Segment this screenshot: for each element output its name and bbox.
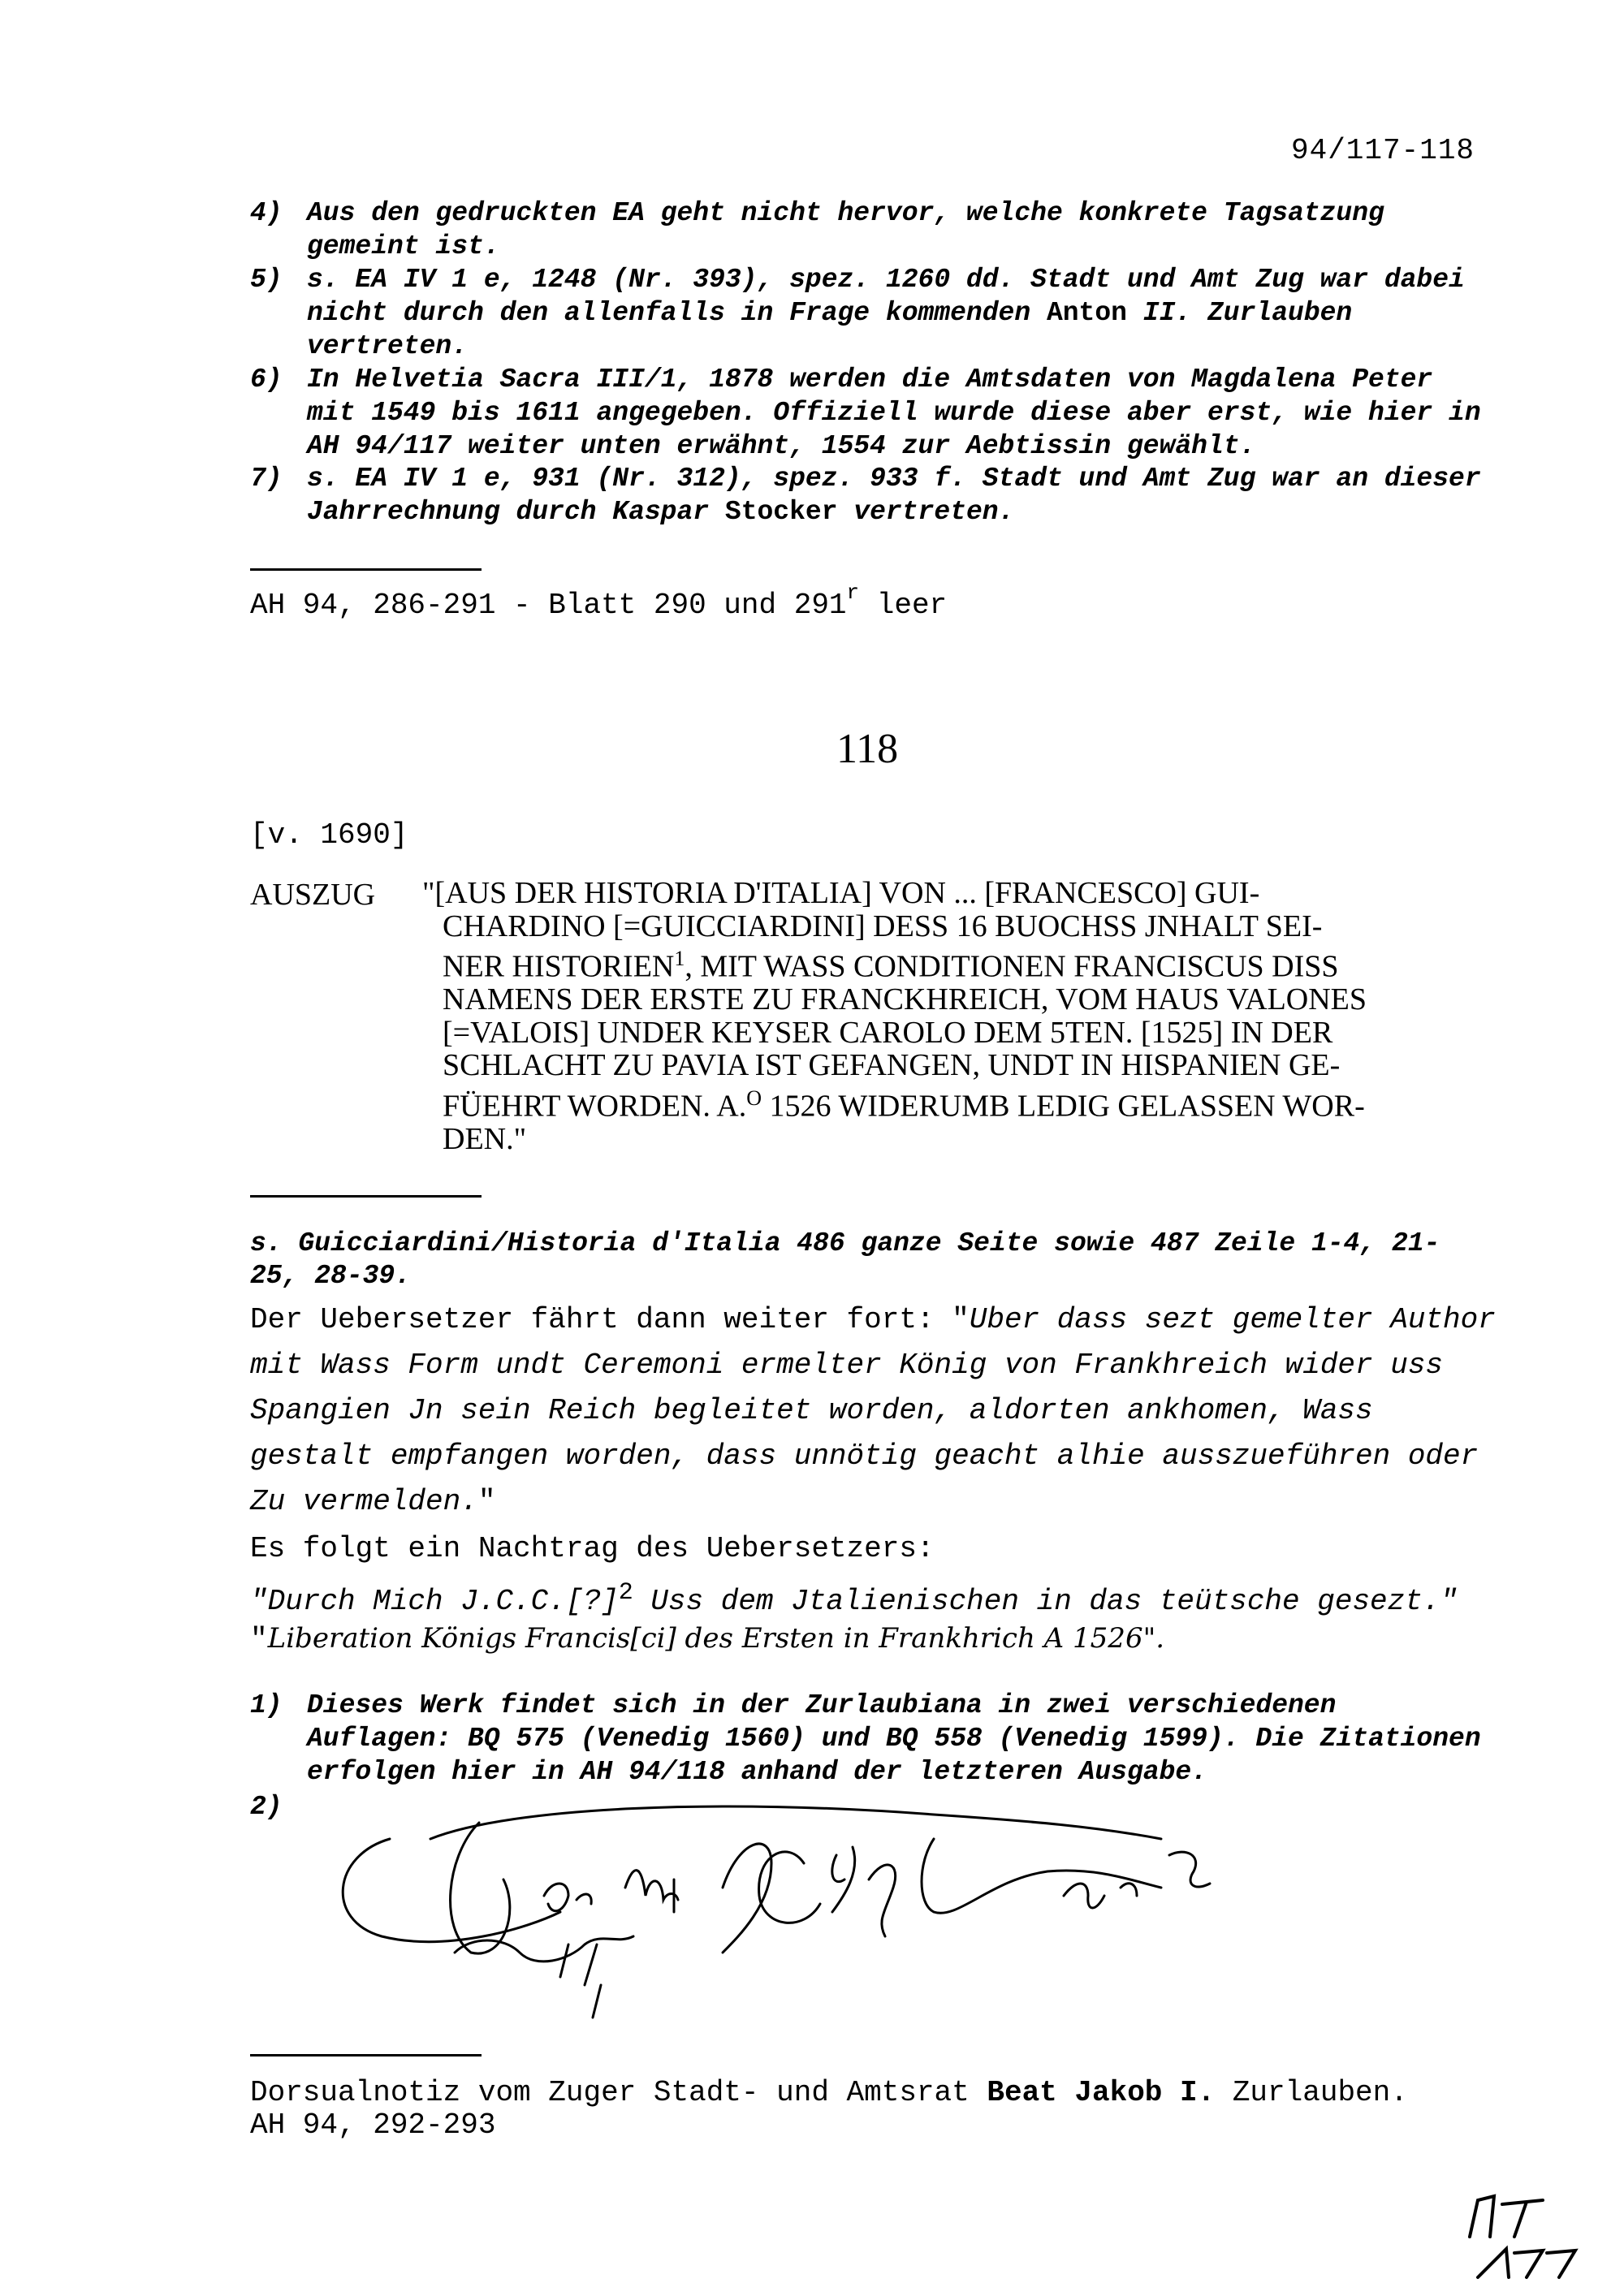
footnote-mark: 1 bbox=[674, 947, 685, 970]
separator-rule bbox=[250, 568, 482, 571]
separator-rule bbox=[250, 2054, 482, 2056]
auszug-title: "[AUS DER HISTORIA D'ITALIA] VON ... [FRANCESCO] GUI- CHARDINO [=GUICCIARDINI] DESS 16 BUOCHSS JNHALT SEI- NER HISTORIEN$^1$, MIT WASS CONDITIONEN FRANCISCUS DISS NAMENS DER ERSTE ZU FRANCKHREICH, VOM HAUS VALONES [=VALOIS] UNDER KEYSER CAROLO DEM 5TEN. [1525] IN DER SCHLACHT ZU PAVIA IST GEFANGEN, UNDT IN HISPANIEN GE- FÜEHRT WORDEN. A.$^O$ 1526 WIDERUMB LEDIG GELASSEN WOR- DEN." bbox=[422, 876, 1367, 1156]
dorsal-title: "Liberation Königs Francis[ci] des Ersten in Frankhrich A 1526". bbox=[250, 1622, 1165, 1656]
translator-paragraph: Der Uebersetzer fährt dann weiter fort: "Uber dass sezt gemelter Author mit Wass Form undt Ceremoni ermelter König von Frankhreich wider uss Spangien Jn sein Reich begleitet worden, aldorten ankhomen, Wass gestalt empfangen worden, dass unnötig geacht alhie ausszueführen oder Zu vermelden." bbox=[250, 1303, 1496, 1518]
separator-rule bbox=[250, 1195, 482, 1198]
note-6: 6) In Helvetia Sacra III/1, 1878 werden die Amtsdaten von Magdalena Peter mit 1549 bis 1611 angegeben. Offiziell wurde diese aber erst, wie hier in AH 94/117 weiter unten erwähnt, 1554 zur Aebtissin gewählt. bbox=[250, 365, 1481, 461]
note-7: 7) s. EA IV 1 e, 931 (Nr. 312), spez. 933 f. Stadt und Amt Zug war an dieser Jahrrechnung durch Kaspar Stocker vertreten. bbox=[250, 464, 1481, 527]
document-date: [v. 1690] bbox=[250, 818, 408, 852]
dorsual-note: Dorsualnotiz vom Zuger Stadt- und Amtsrat Beat Jakob I. Zurlauben. AH 94, 292-293 bbox=[250, 2076, 1408, 2142]
page-reference: 94/117-118 bbox=[1291, 134, 1475, 167]
source-citation: s. Guicciardini/Historia d'Italia 486 ganze Seite sowie 487 Zeile 1-4, 21-25, 28-39. bbox=[250, 1228, 1440, 1291]
folio-number-handwritten bbox=[1445, 2192, 1592, 2281]
auszug-label: AUSZUG bbox=[250, 878, 376, 912]
document-page: 94/117-118 4) Aus den gedruckten EA geht nicht hervor, welche konkrete Tagsatzung gemeint ist. 5) s. EA IV 1 e, 1248 (Nr. 393), spez. 1260 dd. Stadt und Amt Zug war dabei nicht durch den allenfalls in Frage kommenden Anton II. Zurlauben vertreten. 6) In Helvetia Sacra III/1, 1878 werden die Amtsdaten von Magdalena Peter mit 1549 bis 1611 angegeben. Offiziell wurde diese aber erst, wie hier in AH 94/117 weiter unten erwähnt, 1554 zur Aebtissin gewählt. 7) s. EA IV 1 e, 931 (Nr. 312), spez. 933 f. Stadt und Amt Zug war an dieser Jahrrechnung durch Kaspar Stocker vertreten. AH 94, 286-291 - Blatt 290 und 291$^r$ leer 118 [v. 1690] AUSZUG "[AUS DER HISTORIA D'ITALIA] VON ... [FRANCESCO] GUI- CHARDINO [=GUICCIARDINI] DESS 16 BUOCHSS JNHALT SEI- NER HISTORIEN$^1$, MIT WASS CONDITIONEN FRANCISCUS DISS NAMENS DER ERSTE ZU FRANCKHREICH, VOM HAUS VALONES [=VALOIS] UNDER KEYSER CAROLO DEM 5TEN. [1525] IN DER SCHLACHT ZU PAVIA IST GEFANGEN, UNDT IN HISPANIEN GE- FÜEHRT WORDEN. A.$^O$ 1526 WIDERUMB LEDIG GELASSEN WOR- DEN." s. Guicciardini/Historia d'Italia 486 ganze Seite sowie 487 Zeile 1-4, 21-25, 28-39. Der Uebersetzer fährt dann weiter fort: "Uber dass sezt gemelter Author mit Wass Form undt Ceremoni ermelter König von Frankhreich wider uss Spangien Jn sein Reich begleitet worden, aldorten ankhomen, Wass gestalt empfangen worden, dass unnötig geacht alhie ausszueführen oder Zu vermelden." Es folgt ein Nachtrag des Uebersetzers: "Durch Mich J.C.C.[?]$^2$ Uss dem Jtalienischen in das teütsche gesezt." "Liberation Königs Francis[ci] des Ersten in Frankhrich A 1526". 1) Dieses Werk findet sich in der Zurlaubiana in zwei verschiedenen Auflagen: BQ 575 (Venedig 1560) und BQ 558 (Venedig 1599). Die Zitationen erfolgen hier in AH 94/118 anhand der letzteren Ausgabe. 2) Dorsualnotiz vom Zuger Stadt- und Amtsrat Beat Jakob I. Zurlauben. AH 94, 292-293 bbox=[0, 0, 1624, 2296]
footnote-1: 1) Dieses Werk findet sich in der Zurlaubiana in zwei verschiedenen Auflagen: BQ 575 (Venedig 1560) und BQ 558 (Venedig 1599). Die Zitationen erfolgen hier in AH 94/118 anhand der letzteren Ausgabe. bbox=[250, 1690, 1481, 1787]
note-5: 5) s. EA IV 1 e, 1248 (Nr. 393), spez. 1260 dd. Stadt und Amt Zug war dabei nicht durch den allenfalls in Frage kommenden Anton II. Zurlauben vertreten. bbox=[250, 265, 1465, 361]
addendum-intro: Es folgt ein Nachtrag des Uebersetzers: bbox=[250, 1532, 935, 1565]
translator-note: "Durch Mich J.C.C.[?]$^2$ Uss dem Jtalienischen in das teütsche gesezt." bbox=[250, 1579, 1458, 1618]
document-number: 118 bbox=[836, 726, 899, 772]
handwriting-facsimile bbox=[317, 1790, 1291, 2050]
note-4: 4) Aus den gedruckten EA geht nicht hervor, welche konkrete Tagsatzung gemeint ist. bbox=[250, 198, 1384, 261]
blatt-reference: AH 94, 286-291 - Blatt 290 und 291$^r$ leer bbox=[250, 580, 948, 622]
